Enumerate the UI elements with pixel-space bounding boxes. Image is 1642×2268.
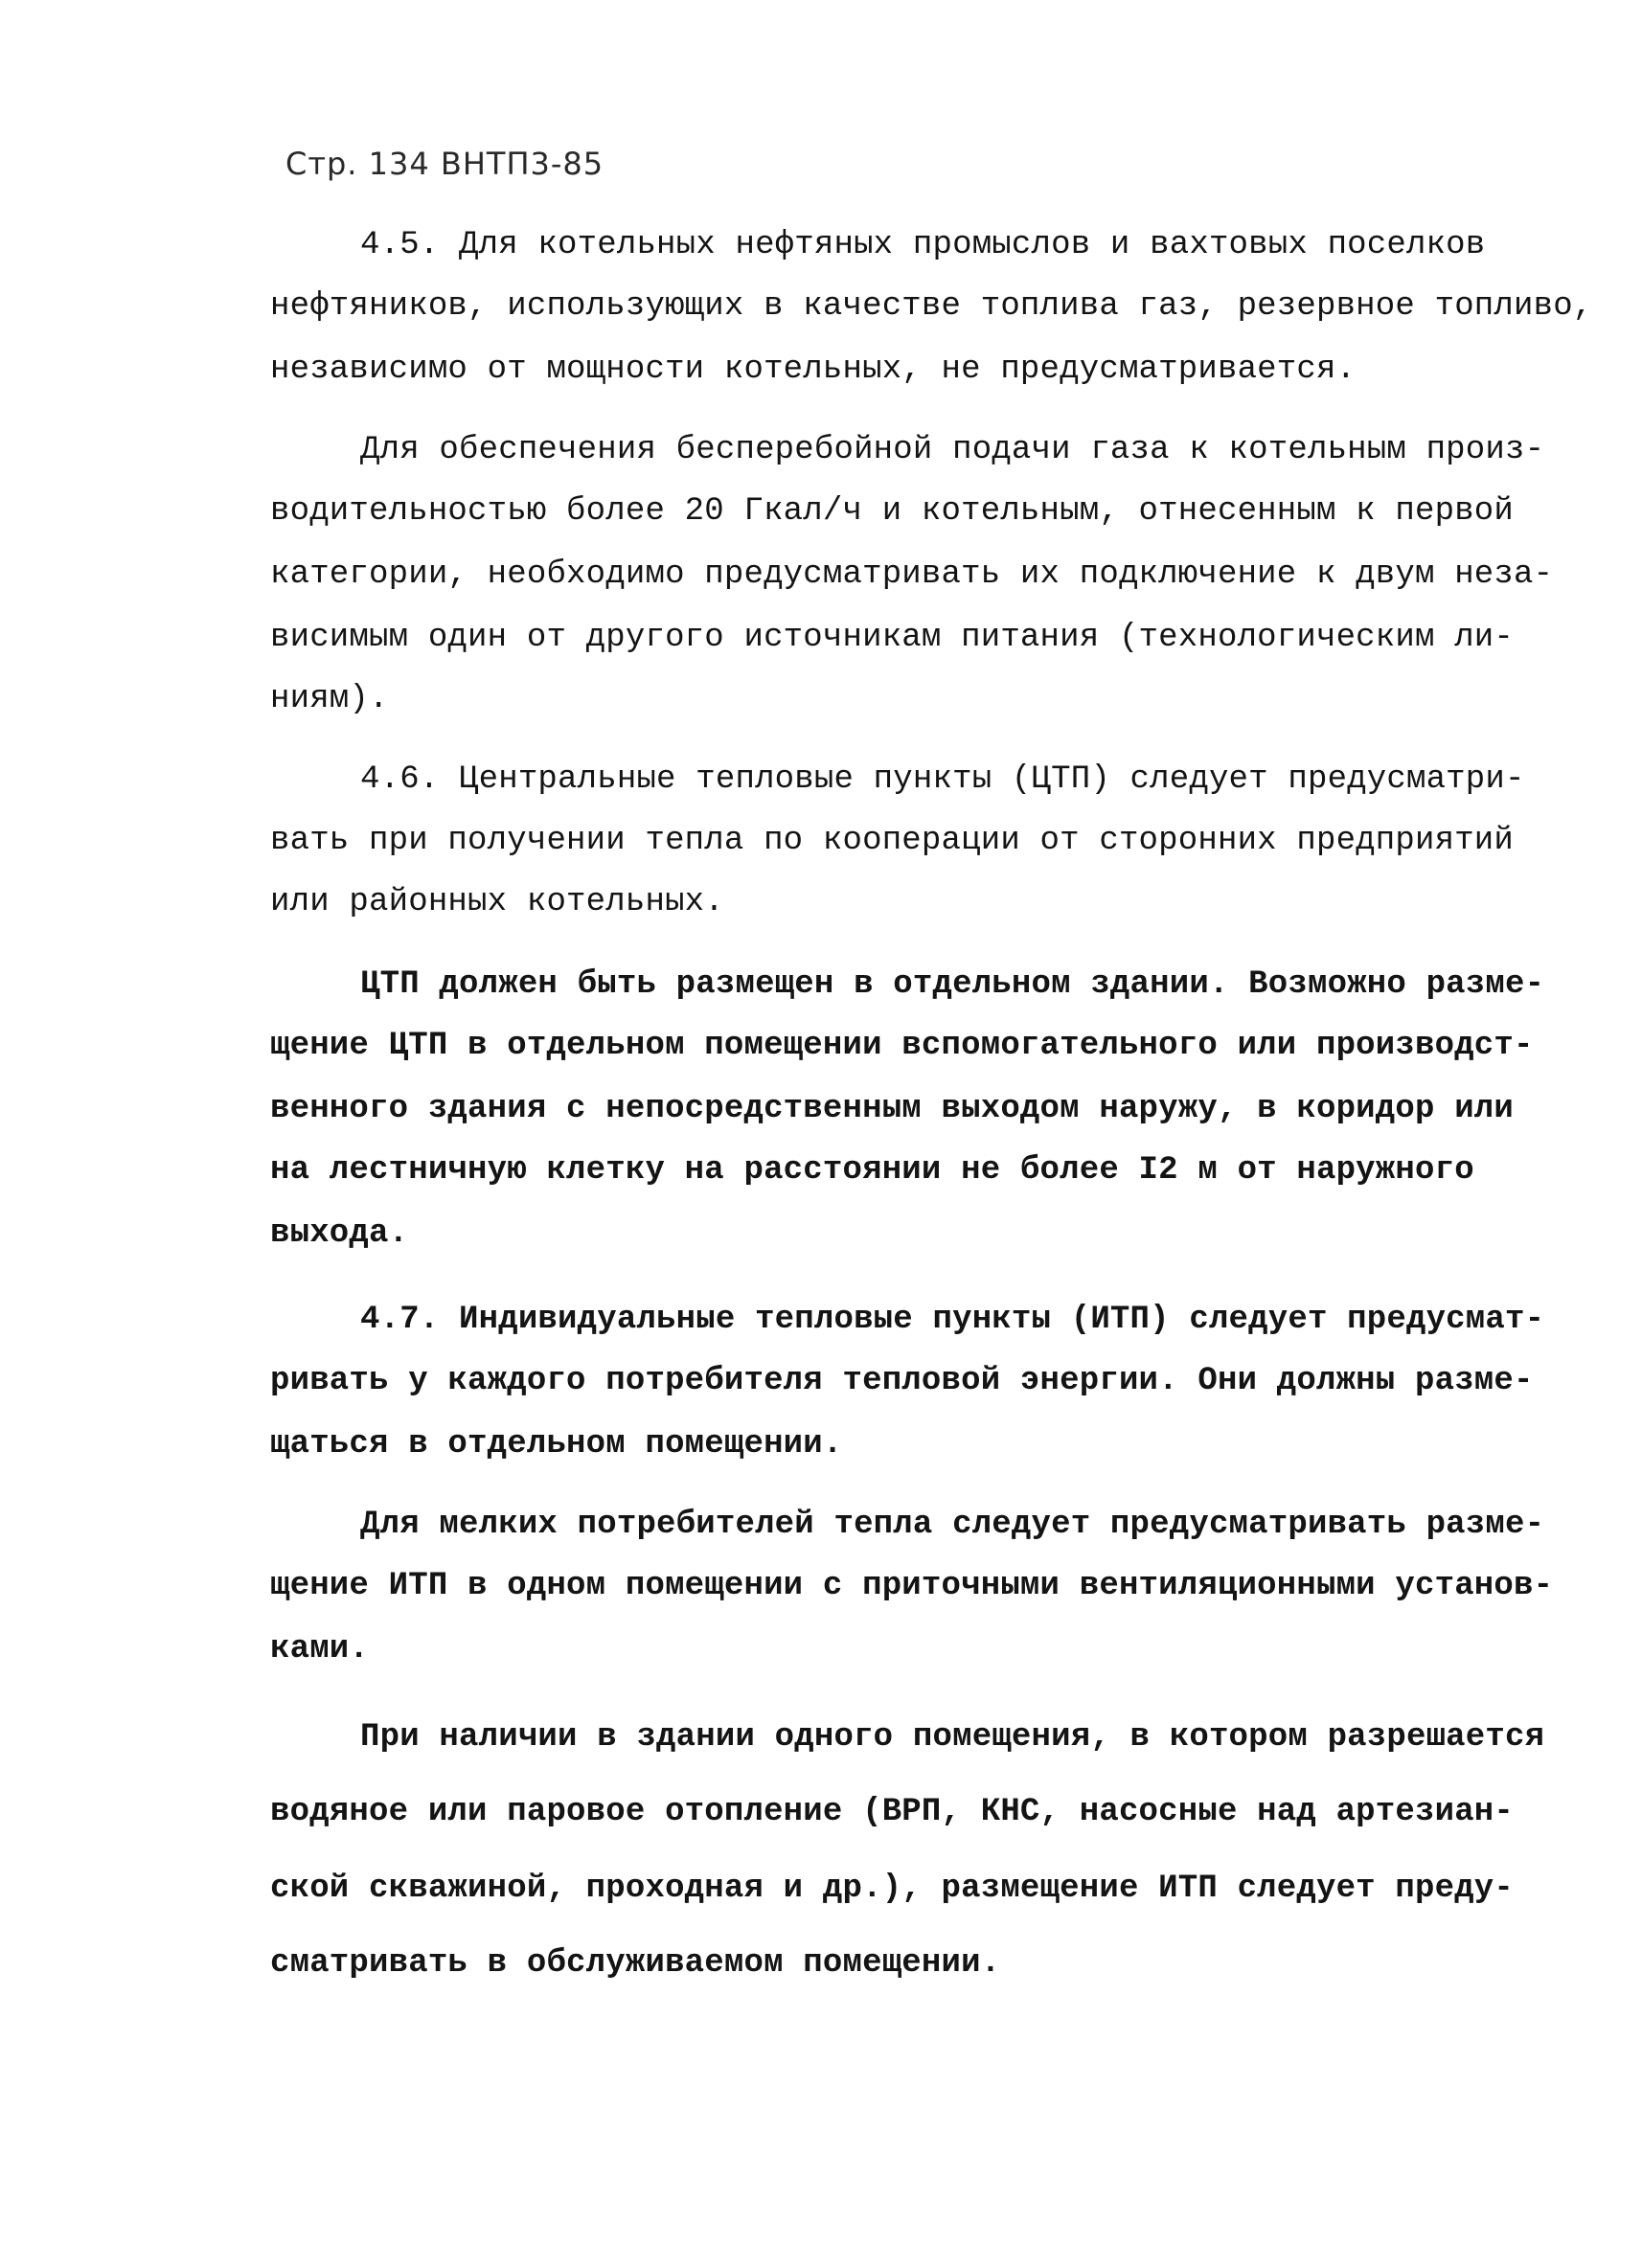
text-line: сматривать в обслуживаемом помещении.: [270, 1945, 1001, 1982]
text-line: ЦТП должен быть размещен в отдельном здании. Возможно разме-: [360, 966, 1545, 1003]
text-line: или районных котельных.: [270, 884, 724, 920]
text-line: выхода.: [270, 1215, 409, 1252]
text-line: щение ИТП в одном помещении с приточными вентиляционными установ-: [270, 1568, 1554, 1604]
page-header: Стр. 134 ВНТП3-85: [285, 146, 604, 182]
text-line: ской скважиной, проходная и др.), размещение ИТП следует преду-: [270, 1871, 1515, 1907]
text-line: щение ЦТП в отдельном помещении вспомогательного или производст-: [270, 1028, 1534, 1064]
text-line: ниям).: [270, 681, 389, 717]
text-line: вать при получении тепла по кооперации от сторонних предприятий: [270, 823, 1515, 859]
text-line: независимо от мощности котельных, не предусматривается.: [270, 352, 1357, 388]
text-line: При наличии в здании одного помещения, в котором разрешается: [360, 1719, 1545, 1756]
text-line: водяное или паровое отопление (ВРП, КНС, насосные над артезиан-: [270, 1794, 1515, 1830]
text-line: щаться в отдельном помещении.: [270, 1426, 843, 1463]
text-line: нефтяников, использующих в качестве топлива газ, резервное топливо,: [270, 288, 1593, 325]
text-line: водительностью более 20 Гкал/ч и котельным, отнесенным к первой: [270, 493, 1515, 530]
text-line: ками.: [270, 1631, 370, 1667]
text-line: ривать у каждого потребителя тепловой энергии. Они должны разме-: [270, 1363, 1534, 1399]
text-line: Для обеспечения бесперебойной подачи газа к котельным произ-: [360, 432, 1545, 468]
text-line: 4.5. Для котельных нефтяных промыслов и вахтовых поселков: [360, 227, 1486, 263]
text-line: Для мелких потребителей тепла следует предусматривать разме-: [360, 1507, 1545, 1543]
text-line: висимым один от другого источникам питания (технологическим ли-: [270, 620, 1515, 656]
text-line: 4.6. Центральные тепловые пункты (ЦТП) следует предусматри-: [360, 761, 1525, 798]
text-line: венного здания с непосредственным выходом наружу, в коридор или: [270, 1091, 1515, 1127]
text-line: категории, необходимо предусматривать их подключение к двум неза-: [270, 556, 1554, 593]
text-line: на лестничную клетку на расстоянии не более I2 м от наружного: [270, 1152, 1474, 1189]
text-line: 4.7. Индивидуальные тепловые пункты (ИТП) следует предусмат-: [360, 1302, 1545, 1338]
